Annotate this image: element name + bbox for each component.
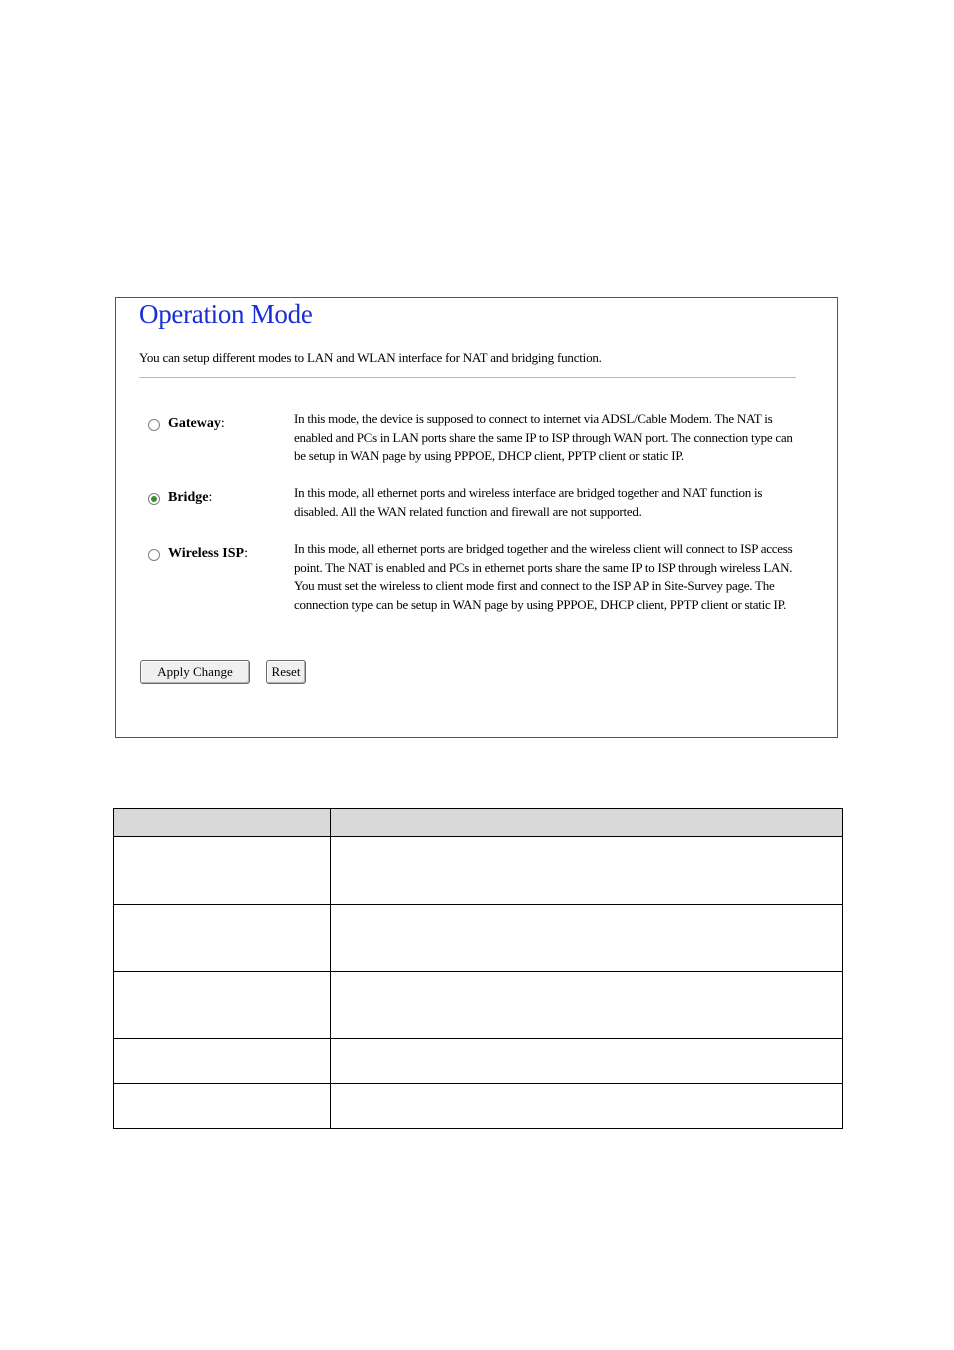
- wireless-isp-label: Wireless ISP: [168, 546, 245, 561]
- bridge-radio[interactable]: [148, 493, 160, 505]
- gateway-label: Gateway: [168, 416, 221, 431]
- table-cell: [331, 837, 843, 905]
- table-cell: [114, 837, 331, 905]
- table-row: [114, 905, 843, 972]
- operation-mode-screenshot: [115, 297, 838, 738]
- mode-label: Bridge:: [168, 490, 213, 505]
- table-row: [114, 1084, 843, 1129]
- table-cell: [331, 972, 843, 1039]
- wireless-isp-radio[interactable]: [148, 549, 160, 561]
- divider: [139, 377, 796, 378]
- table-row: [114, 1039, 843, 1084]
- mode-label: Gateway:: [168, 416, 225, 431]
- gateway-description: In this mode, the device is supposed to connect to internet via ADSL/Cable Modem. The NAT is enabled and PCs in LAN ports share the same IP to ISP through WAN port. The connection type can be setup in WAN page by using PPPOE, DHCP client, PPTP client or static IP.: [294, 411, 793, 463]
- bridge-label: Bridge: [168, 490, 209, 505]
- reset-button[interactable]: Reset: [266, 660, 306, 684]
- table-cell: [114, 905, 331, 972]
- bridge-description: In this mode, all ethernet ports and wireless interface are bridged together and NAT function is disabled. All the WAN related function and firewall are not supported.: [294, 485, 763, 519]
- page-title: Operation Mode: [139, 299, 313, 329]
- table-cell: [331, 1039, 843, 1084]
- table-row: [114, 972, 843, 1039]
- table-cell: [331, 1084, 843, 1129]
- gateway-radio[interactable]: [148, 419, 160, 431]
- description-table: [113, 808, 843, 1129]
- intro-text: You can setup different modes to LAN and WLAN interface for NAT and bridging function.: [139, 350, 602, 365]
- mode-label: Wireless ISP:: [168, 546, 248, 561]
- table-header-row: [114, 809, 843, 837]
- header-cell: [331, 809, 843, 837]
- radio-selected-dot: [151, 496, 157, 502]
- table-cell: [114, 1039, 331, 1084]
- wireless-isp-description: In this mode, all ethernet ports are bridged together and the wireless client will connect to ISP access point. The NAT is enabled and PCs in ethernet ports share the same IP to ISP through wireless LAN. You must set the wireless to client mode first and connect to the ISP AP in Site-Survey page. The connection type can be setup in WAN page by using PPPOE, DHCP client, PPTP client or static IP.: [294, 541, 793, 612]
- table-cell: [114, 1084, 331, 1129]
- table-row: [114, 837, 843, 905]
- apply-change-button[interactable]: Apply Change: [140, 660, 250, 684]
- table-cell: [114, 972, 331, 1039]
- table-cell: [331, 905, 843, 972]
- header-cell: [114, 809, 331, 837]
